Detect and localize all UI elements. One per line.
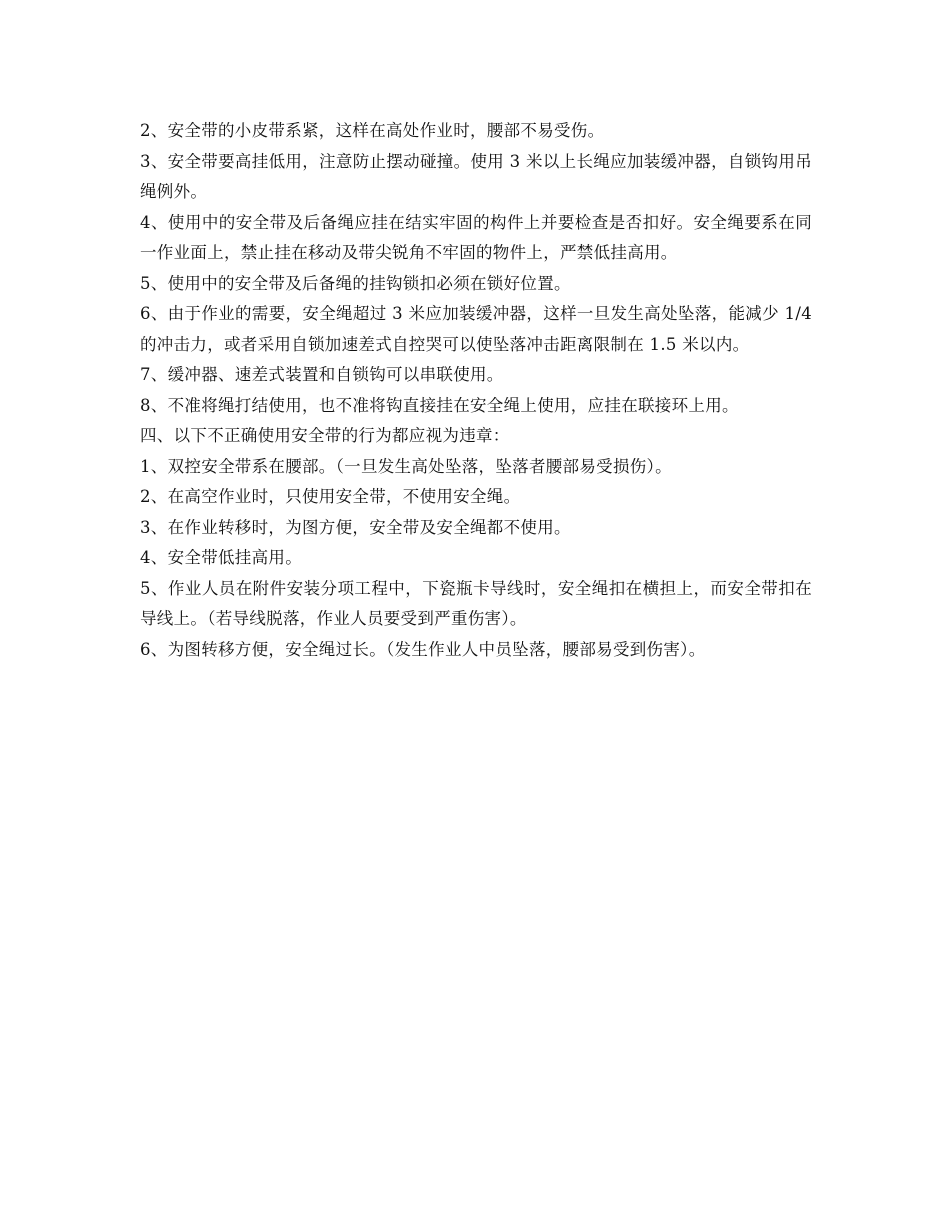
paragraph-item-3-high-hang <box>140 147 812 208</box>
paragraph-text: 2、安全带的小皮带系紧，这样在高处作业时，腰部不易受伤。 <box>140 121 605 140</box>
paragraph-item-2-strap <box>140 116 812 147</box>
paragraph-text: 6、由于作业的需要，安全绳超过 3 米应加装缓冲器，这样一旦发生高处坠落，能减少 1/4 的冲击力，或者采用自锁加速差式自控哭可以使坠落冲击距离限制在 1.5 米以内。 <box>140 304 813 354</box>
paragraph-text: 4、使用中的安全带及后备绳应挂在结实牢固的构件上并要检查是否扣好。安全绳要系在同一作业面上，禁止挂在移动及带尖锐角不牢固的物件上，严禁低挂高用。 <box>140 212 812 262</box>
paragraph-item-5-lock <box>140 269 812 300</box>
section-heading-violations <box>140 421 812 452</box>
violation-item-6 <box>140 635 812 666</box>
violation-item-3 <box>140 513 812 544</box>
paragraph-text: 4、安全带低挂高用。 <box>140 548 302 567</box>
paragraph-text: 1、双控安全带系在腰部。（一旦发生高处坠落，坠落者腰部易受损伤）。 <box>140 456 672 476</box>
paragraph-text: 7、缓冲器、速差式装置和自锁钩可以串联使用。 <box>140 365 504 384</box>
paragraph-text: 5、使用中的安全带及后备绳的挂钩锁扣必须在锁好位置。 <box>140 273 571 293</box>
section-heading-text: 四、以下不正确使用安全带的行为都应视为违章： <box>140 426 510 445</box>
violation-item-2 <box>140 482 812 513</box>
violation-item-1 <box>140 452 812 483</box>
paragraph-item-7-series <box>140 360 812 391</box>
paragraph-item-8-knot <box>140 391 812 422</box>
paragraph-text: 5、作业人员在附件安装分项工程中，下瓷瓶卡导线时，安全绳扣在横担上，而安全带扣在导线上。（若导线脱落，作业人员要受到严重伤害）。 <box>140 578 812 628</box>
document-body <box>140 116 812 665</box>
violation-item-4 <box>140 543 812 574</box>
paragraph-text: 8、不准将绳打结使用，也不准将钩直接挂在安全绳上使用，应挂在联接环上用。 <box>140 395 739 415</box>
paragraph-text: 6、为图转移方便，安全绳过长。（发生作业人中员坠落，腰部易受到伤害）。 <box>140 639 706 659</box>
paragraph-text: 3、安全带要高挂低用，注意防止摆动碰撞。使用 3 米以上长绳应加装缓冲器，自锁钩用吊绳例外。 <box>140 151 812 201</box>
violation-item-5 <box>140 574 812 635</box>
paragraph-item-6-buffer <box>140 299 812 360</box>
paragraph-item-4-anchor <box>140 208 812 269</box>
paragraph-text: 2、在高空作业时，只使用安全带，不使用安全绳。 <box>140 487 521 506</box>
paragraph-text: 3、在作业转移时，为图方便，安全带及安全绳都不使用。 <box>140 517 571 537</box>
